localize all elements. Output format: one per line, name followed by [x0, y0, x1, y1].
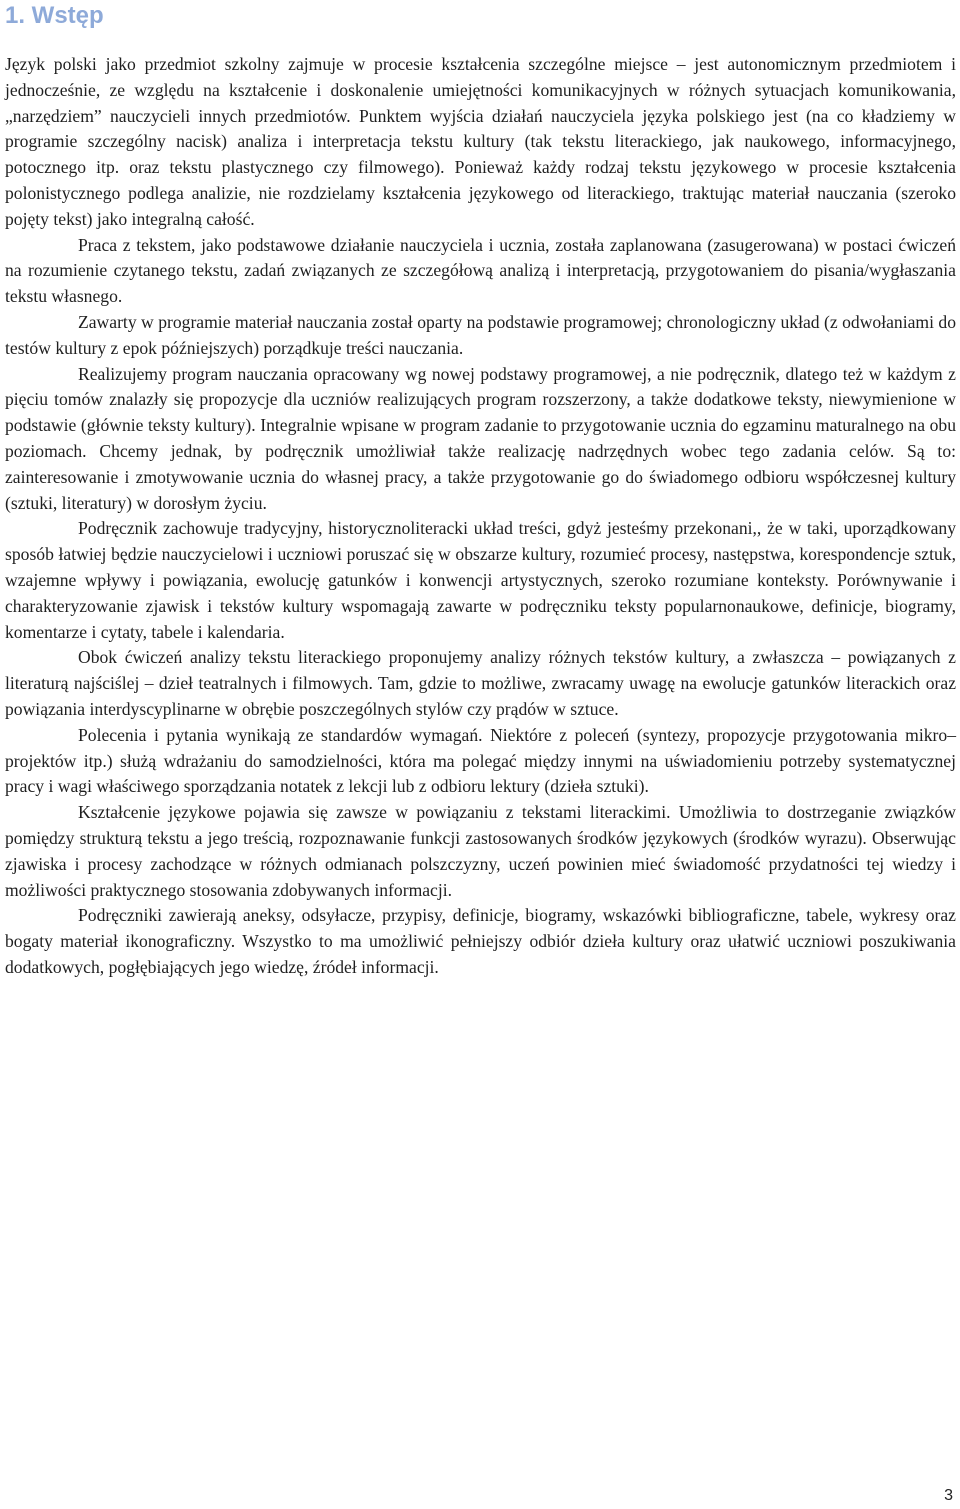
paragraph-intro: Język polski jako przedmiot szkolny zajmuje w procesie kształcenia szczególne miejsce – jest autonomicznym przedmiotem i jednocześnie, ze względu na kształcenie i doskonalenie umiejętności komunikacyjnych w różnych sytuacjach komunikowania, „narzędziem” nauczycieli innych przedmiotów. Punktem wyjścia działań nauczyciela języka polskiego jest (na co kładziemy w programie szczególny nacisk) analiza i interpretacja tekstu kultury (tak tekstu literackiego, jak naukowego, informacyjnego, potocznego itp. oraz tekstu plastycznego czy filmowego). Ponieważ każdy rodzaj tekstu językowego w procesie kształcenia polonistycznego podlega analizie, nie rozdzielamy kształcenia językowego od literackiego, traktując materiał nauczania (szeroko pojęty tekst) jako integralną całość. [5, 54, 956, 229]
paragraph-instructions: Polecenia i pytania wynikają ze standardów wymagań. Niektóre z poleceń (syntezy, propozycje przygotowania mikro– projektów itp.) służą wdrażaniu do samodzielności, która ma polegać między innymi na uświadomieniu potrzeby systematycznej pracy i wagi właściwego sporządzania notatek z lekcji lub z odbioru lektury (dzieła sztuki). [5, 724, 956, 797]
paragraph-program: Realizujemy program nauczania opracowany wg nowej podstawy programowej, a nie podręcznik, dlatego też w każdym z pięciu tomów znalazły się propozycje dla uczniów realizujących program rozszerzony, a także dodatkowe teksty, niewymienione w podstawie (głównie teksty kultury). Integralnie wpisane w program zadanie to przygotowanie ucznia do egzaminu maturalnego na obu poziomach. Chcemy jednak, by podręcznik umożliwiał także realizację nadrzędnych wobec tego zadania celów. Są to: zainteresowanie i zmotywowanie ucznia do własnej pracy, a także przygotowanie go do świadomego odbioru współczesnej kultury (sztuki, literatury) w dorosłym życiu. [5, 363, 956, 513]
paragraph-textbook-structure: Podręcznik zachowuje tradycyjny, historycznoliteracki układ treści, gdyż jesteśmy przekonani,, że w taki, uporządkowany sposób łatwiej będzie nauczycielowi i uczniowi poruszać się w obszarze kultury, rozumieć procesy, następstwa, korespondencje sztuk, wzajemne wpływy i powiązania, ewolucję gatunków i konwencji artystycznych, szeroko rozumiane konteksty. Porównywanie i charakteryzowanie zjawisk i tekstów kultury wspomagają zawarte w podręczniku teksty popularnonaukowe, definicje, biogramy, komentarze i cytaty, tabele i kalendaria. [5, 518, 956, 642]
paragraph-culture-texts: Obok ćwiczeń analizy tekstu literackiego proponujemy analizy różnych tekstów kultury, a zwłaszcza – powiązanych z literaturą najściślej – dzieł teatralnych i filmowych. Tam, gdzie to możliwe, zwracamy uwagę na ewolucje gatunków literackich oraz powiązania interdyscyplinarne w obrębie poszczególnych stylów czy prądów w sztuce. [5, 647, 956, 719]
paragraph-appendices: Podręczniki zawierają aneksy, odsyłacze, przypisy, definicje, biogramy, wskazówki bibliograficzne, tabele, wykresy oraz bogaty materiał ikonograficzny. Wszystko to ma umożliwić pełniejszy odbiór dzieła kultury oraz ułatwić uczniowi poszukiwania dodatkowych, pogłębiających jego wiedzę, źródeł informacji. [5, 905, 956, 977]
paragraph-language-education: Kształcenie językowe pojawia się zawsze w powiązaniu z tekstami literackimi. Umożliwia to dostrzeganie związków pomiędzy strukturą tekstu a jego treścią, rozpoznawanie funkcji zastosowanych środków językowych (środków wyrazu). Obserwując zjawiska i procesy zachodzące w różnych odmianach polszczyzny, uczeń powinien mieć świadomość przydatności tej wiedzy i możliwości praktycznego stosowania zdobywanych informacji. [5, 802, 956, 900]
page-number: 3 [944, 1487, 953, 1504]
paragraph-text-work: Praca z tekstem, jako podstawowe działanie nauczyciela i ucznia, została zaplanowana (zasugerowana) w postaci ćwiczeń na rozumienie czytanego tekstu, zadań związanych ze szczegółową analizą i interpretacją, przygotowaniem do pisania/wygłaszania tekstu własnego. [5, 234, 956, 307]
section-heading: 1. Wstęp [5, 2, 104, 29]
body-text [5, 52, 956, 981]
paragraph-curriculum: Zawarty w programie materiał nauczania został oparty na podstawie programowej; chronologiczny układ (z odwołaniami do testów kultury z epok późniejszych) porządkuje treści nauczania. [5, 311, 956, 358]
